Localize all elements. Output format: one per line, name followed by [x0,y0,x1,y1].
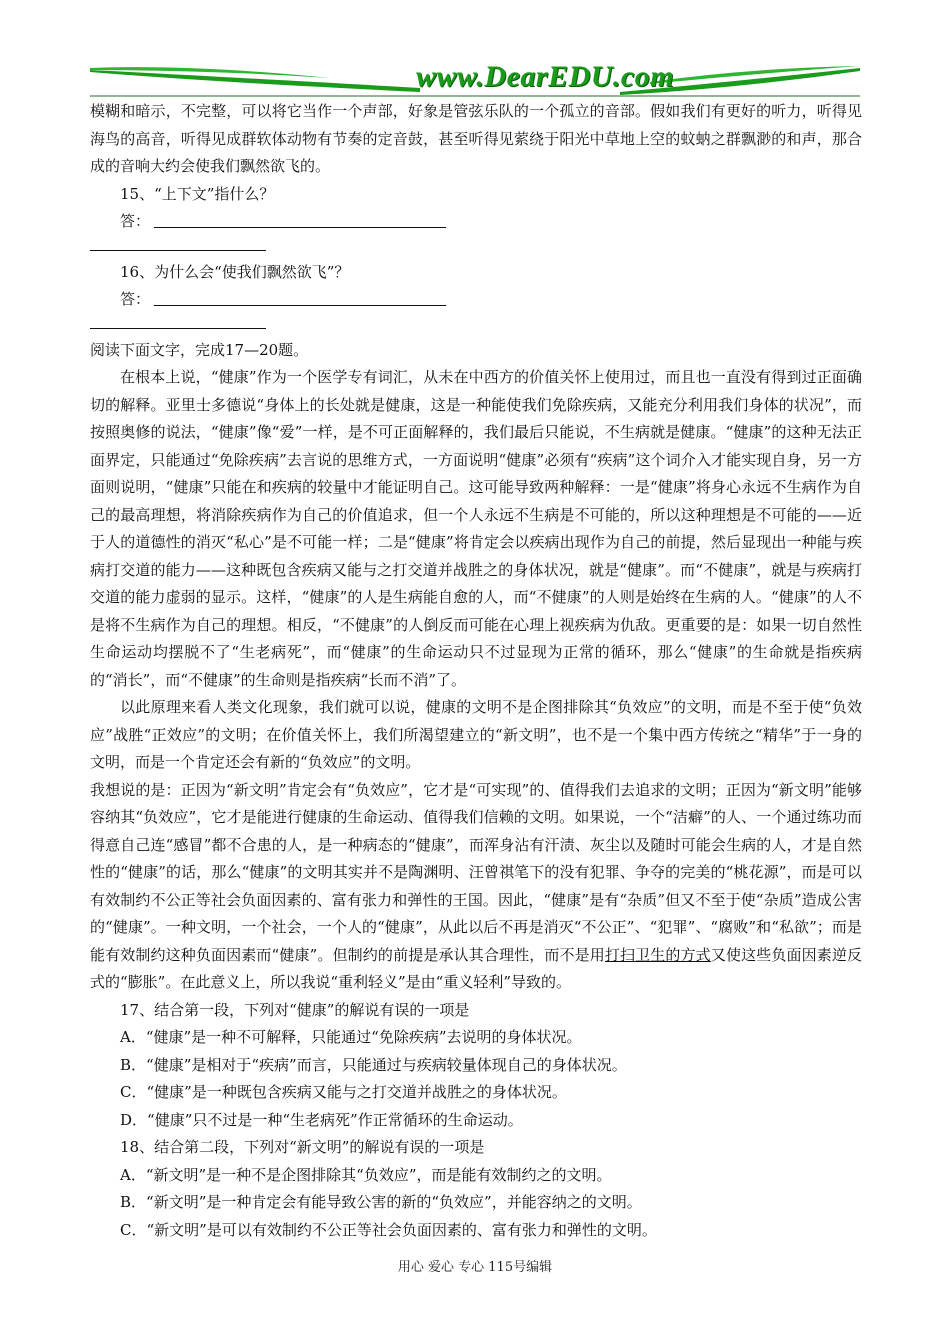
question-16: 16、为什么会“使我们飘然欲飞”？ [120,262,350,281]
page-footer: 用心 爱心 专心 115号编辑 [397,1260,553,1275]
answer-15-label: 答： [120,212,151,230]
passage-paragraph-2: 以此原理来看人类文化现象，我们就可以说，健康的文明不是企图排除其“负效应”的文明，而是不至于使“负效应”战胜“正效应”的文明；在价值关怀上，我们所渴望建立的“新文明”，也不是一个集中西方传统之“精华”于一身的文明，而是一个肯定还会有新的“负效应”的文明。 [90,698,862,771]
document-body [90,98,862,1244]
question-18: 18、结合第二段，下列对“新文明”的解说有误的一项是 [120,1138,485,1156]
underlined-phrase: 打扫卫生的方式 [604,945,711,964]
question-17: 17、结合第一段，下列对“健康”的解说有误的一项是 [120,1000,470,1019]
answer-16-label: 答： [120,290,151,308]
q17-option-a: A．“健康”是一种不可解释，只能通过“免除疾病”去说明的身体状况。 [120,1028,582,1046]
q17-option-b: B．“健康”是相对于“疾病”而言，只能通过与疾病较量体现自己的身体状况。 [120,1055,627,1074]
q18-option-a: A．“新文明”是一种不是企图排除其“负效应”，而是能有效制约之的文明。 [120,1165,612,1184]
paragraph-3-text-b: 又使这些负面因素逆反式的“膨胀”。在此意义上，所以我说“重利轻义”是由“重义轻利”导致的。 [90,945,862,991]
site-header-banner [90,58,860,100]
reading-instruction: 阅读下面文字，完成17—20题。 [90,340,309,359]
answer-15-continuation-line [90,236,266,251]
intro-paragraph: 模糊和暗示，不完整，可以将它当作一个声部，好象是管弦乐队的一个孤立的音部。假如我们有更好的听力，听得见海鸟的高音，听得见成群软体动物有节奏的定音鼓，甚至听得见萦绕于阳光中草地上空的蚊蚋之群飘渺的和声，那合成的音响大约会使我们飘然欲飞的。 [90,102,862,175]
answer-16-continuation-line [90,314,266,329]
answer-16-blank [154,287,446,306]
passage-paragraph-3 [90,777,862,997]
passage-paragraph-1: 在根本上说，“健康”作为一个医学专有词汇，从未在中西方的价值关怀上使用过，而且也一直没有得到过正面确切的解释。亚里士多德说“身体上的长处就是健康，这是一种能使我们免除疾病，又能充分利用我们身体的状况”，而按照奥修的说法，“健康”像“爱”一样，是不可正面解释的，我们最后只能说，不生病就是健康。“健康”的这种无法正面界定，只能通过“免除疾病”去言说的思维方式，一方面说明“健康”必须有“疾病”这个词介入才能实现自身，另一方面则说明，“健康”只能在和疾病的较量中才能证明自己。这可能导致两种解释：一是“健康”将身心永远不生病作为自己的最高理想，将消除疾病作为自己的价值追求，但一个人永远不生病是不可能的，所以这种理想是不可能的——近于人的道德性的消灭“私心”是不可能一样；二是“健康”将肯定会以疾病出现作为自己的前提，然后显现出一种能与疾病打交道的能力——这种既包含疾病又能与之打交道并战胜之的身体状况，就是“健康”。而“不健康”，就是与疾病打交道的能力虚弱的显示。这样，“健康”的人是生病能自愈的人，而“不健康”的人则是始终在生病的人。“健康”的人不是将不生病作为自己的理想。相反，“不健康”的人倒反而可能在心理上视疾病为仇敌。更重要的是：如果一切自然性生命运动均摆脱不了“生老病死”，而“健康”的生命运动只不过显现为正常的循环，那么“健康”的生命就是指疾病的“消长”，而“不健康”的生命则是指疾病“长而不消”了。 [90,368,862,689]
q18-option-b: B．“新文明”是一种肯定会有能导致公害的新的“负效应”，并能容纳之的文明。 [120,1193,642,1211]
answer-15-line [90,208,862,236]
q17-option-c: C．“健康”是一种既包含疾病又能与之打交道并战胜之的身体状况。 [120,1083,567,1101]
question-15: 15、“上下文”指什么？ [120,184,275,203]
q17-option-d: D．“健康”只不过是一种“生老病死”作正常循环的生命运动。 [120,1110,523,1129]
q18-option-c: C．“新文明”是可以有效制约不公正等社会负面因素的、富有张力和弹性的文明。 [120,1220,657,1239]
paragraph-3-text-a: 我想说的是：正因为“新文明”肯定会有“负效应”，它才是“可实现”的、值得我们去追求的文明；正因为“新文明”能够容纳其“负效应”，它才是能进行健康的生命运动、值得我们信赖的文明。如果说，一个“洁癖”的人、一个通过练功而得意自己连“感冒”都不合患的人，是一种病态的“健康”，而浑身沾有汗渍、灰尘以及随时可能会生病的人，才是自然性的“健康”的话，那么“健康”的文明其实并不是陶渊明、汪曾祺笔下的没有犯罪、争夺的完美的“桃花源”，而是可以有效制约不公正等社会负面因素的、富有张力和弹性的王国。因此，“健康”是有“杂质”但又不至于使“杂质”造成公害的“健康”。一种文明，一个社会，一个人的“健康”，从此以后不再是消灭“不公正”、“犯罪”、“腐败”和“私欲”；而是能有效制约这种负面因素而“健康”。但制约的前提是承认其合理性，而不是用 [90,780,862,964]
answer-16-line [90,286,862,314]
answer-15-blank [154,209,446,228]
site-logo: www.DearEDU.com [416,60,675,93]
